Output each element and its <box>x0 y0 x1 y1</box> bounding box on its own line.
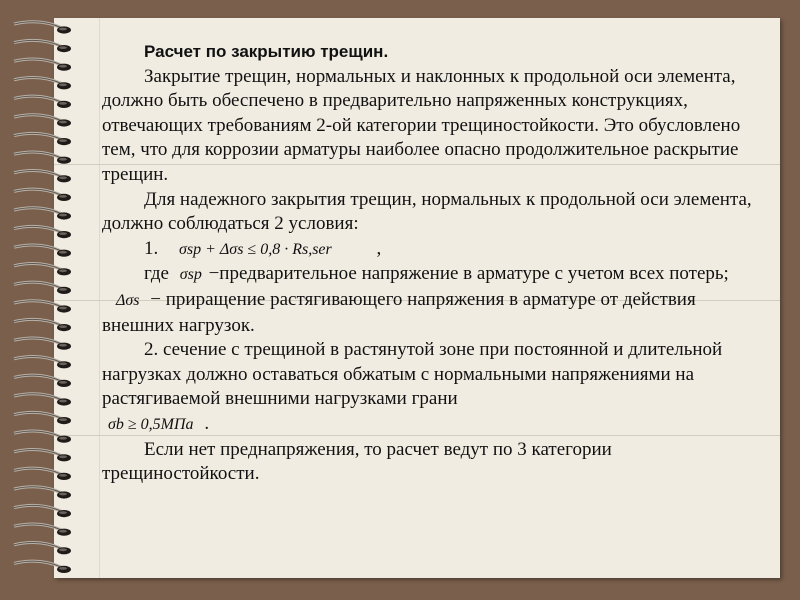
slide-text <box>102 40 762 487</box>
condition-1-number: 1. <box>144 237 159 259</box>
condition-2 <box>102 338 762 437</box>
formula-condition-1: σsp + Δσs ≤ 0,8 · Rs,ser <box>179 240 332 258</box>
definition-delta-sigma: − приращение растягивающего напряжения в арматуре от действия внешних нагрузок. <box>102 288 696 336</box>
definition-sigma-sp: −предварительное напряжение в арматуре с учетом всех потерь; <box>208 263 729 285</box>
paragraph-last: Если нет преднапряжения, то расчет ведут по 3 категории трещиностойкости. <box>102 438 612 485</box>
condition-2-end: . <box>204 412 210 434</box>
condition-2-text: 2. сечение с трещиной в растянутой зоне при постоянной и длительной нагрузках должно оставаться обжатым с нормальными напряжениями на растягиваемой внешними нагрузками грани <box>102 339 723 410</box>
condition-1 <box>102 237 762 263</box>
paragraph-2: Для надежного закрытия трещин, нормальных к продольной оси элемента, должно соблюдаться 2 условия: <box>102 188 752 235</box>
condition-1-end: , <box>376 237 382 259</box>
where-word: где <box>144 263 169 285</box>
paragraph-1: Закрытие трещин, нормальных и наклонных к продольной оси элемента, должно быть обеспечено в предварительно напряженных конструкциях, отвечающих требованиям 2-ой категории трещиностойкости. Это обусловлено тем, что для коррозии арматуры наиболее опасно продолжительное раскрытие трещин. <box>102 65 741 185</box>
formula-delta-sigma: Δσs <box>116 291 140 309</box>
formula-sigma-sp: σsp <box>179 266 202 284</box>
spiral-binding-icon <box>0 0 110 600</box>
formula-condition-2: σb ≥ 0,5МПа <box>108 415 194 433</box>
slide-title: Расчет по закрытию трещин. <box>144 42 389 61</box>
definitions <box>102 262 762 338</box>
